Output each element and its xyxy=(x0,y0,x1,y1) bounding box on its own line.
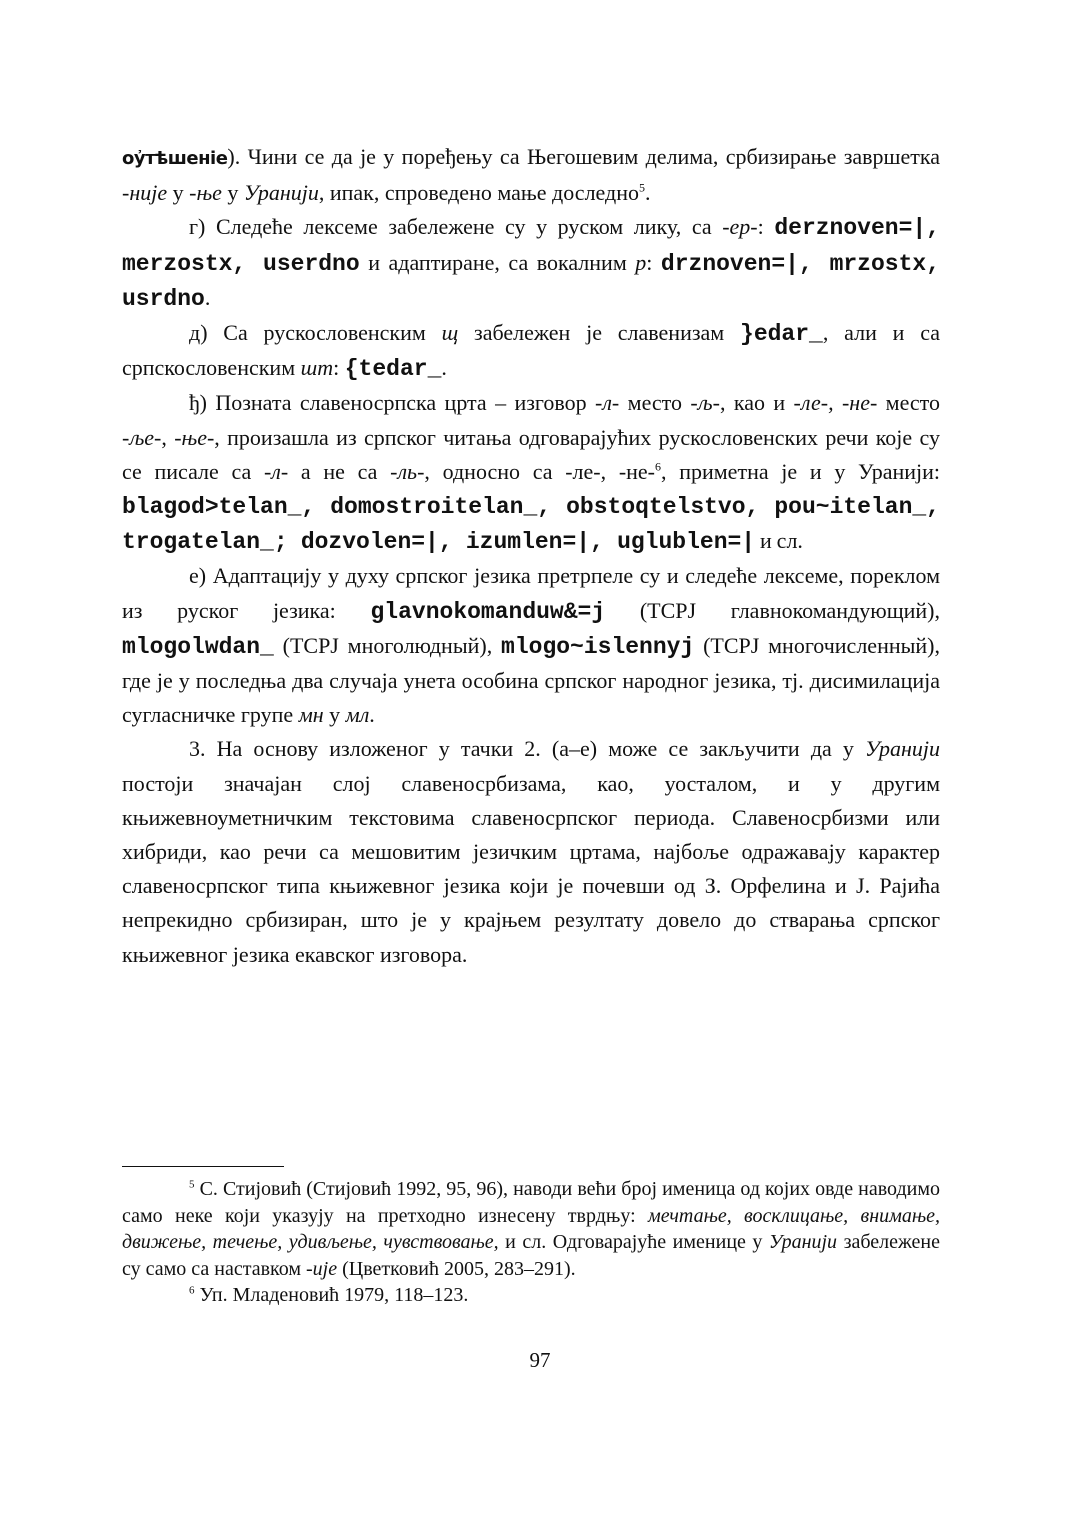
footnote-ref-5[interactable]: 5 xyxy=(638,180,645,195)
lexeme: glavnokomanduw&=j xyxy=(370,598,606,625)
paragraph-g: г) Следеће лексеме забележене су у руском лику, са -ер-: derznoven=|, merzostx, userdno и адаптиране, са вокалним р: drznoven=|, mrzostx, usrdno. xyxy=(122,214,940,312)
paragraph-d: д) Са рускословенским щ забележен је славенизам }edar_, али и са српскословенским шт: {tedar_. xyxy=(122,320,940,383)
lexeme: {tedar_ xyxy=(344,356,442,383)
church-slavonic-word: оу҆тѣшеніе xyxy=(122,148,228,169)
footnote-6: $^6$ Уп. Младеновић 1979, 118–123. xyxy=(189,1284,469,1307)
paragraph-conclusion: 3. На основу изложеног у тачки 2. (а–е) може се закључити да у Уранији постоји значајан слој славеносрбизама, као, уосталом, и у другим књижевноуметничким текстовима славеносрпског периода. Славеносрбизми или хибриди, као речи са мешовитим језичким цртама, најбоље одражавају карактер славеносрпског типа књижевног језика који је почевши од З. Орфелина и Ј. Рајића непрекидно србизиран, што је у крајњем резултату довело до стварања српског књижевног језика екавског изговора. xyxy=(122,736,940,967)
paragraph-continuation: оу҆тѣшеніе). Чини се да је у поређењу са Његошевим делима, србизирање завршетка -није у -ње у Уранији, ипак, спроведено мање доследно$^5$. xyxy=(122,144,940,206)
paragraph-dj: ђ) Позната славеносрпска црта – изговор -л- место -љ-, као и -ле-, -не- место -ље-, -ње-, произашла из српског читања одговарајућих рускословенских речи које су се писале са -л- а не са -ль-, односно са -ле-, -не-$^6$, приметна је и у Уранији: blagod>telan_, domostroitelan_, obstoqtelstvo, pou~itelan_, trogatelan_; dozvolen=|, izumlen=|, uglublen=| и сл. xyxy=(122,390,941,556)
lexeme: mlogolwdan_ xyxy=(122,633,274,660)
footnote-5: $^5$ С. Стијовић (Стијовић 1992, 95, 96), наводи већи број именица од којих овде наводимо само неке који указују на претходно изнесену тврдњу: мечтање, восклицање, внимање, движење, течење, удивљење, чувствовање, и сл. Одговарајуће именице у Уранији забележене су само са наставком -ије (Цветковић 2005, 283–291). xyxy=(122,1178,941,1280)
footnotes xyxy=(122,1176,940,1309)
footnote-ref-6[interactable]: 6 xyxy=(655,459,662,474)
footnote-number: 6 xyxy=(189,1284,195,1297)
lexeme: }edar_ xyxy=(740,321,823,348)
footnote-number: 5 xyxy=(189,1178,195,1191)
main-text xyxy=(122,140,940,972)
lexeme: mlogo~islennyj xyxy=(501,633,695,660)
lexeme-list: blagod>telan_, domostroitelan_, obstoqtelstvo, pou~itelan_, trogatelan_; dozvolen=|, izumlen=|, uglublen=| xyxy=(122,494,940,556)
paragraph-e: е) Адаптацију у духу српског језика претрпеле су и следеће лексеме, пореклом из руског језика: glavnokomanduw&=j (ТСРЈ главнокомандующий), mlogolwdan_ (ТСРЈ многолюдный), mlogo~islennyj (ТСРЈ многочисленный), где је у последња два случаја унета особина српског народног језика, тј. дисимилација сугласничке групе мн у мл. xyxy=(122,563,941,728)
page-number: 97 xyxy=(529,1348,551,1372)
lexeme-list: drznoven=|, mrzostx, usrdno xyxy=(122,250,940,312)
lexeme-list: derznoven=|, merzostx, userdno xyxy=(122,215,940,277)
footnote-separator xyxy=(122,1166,284,1167)
